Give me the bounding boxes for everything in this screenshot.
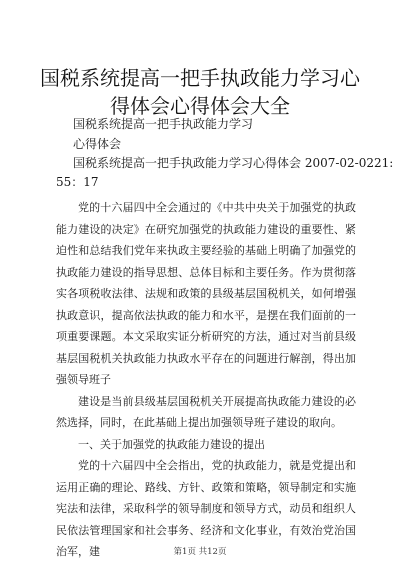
document-title: 国税系统提高一把手执政能力学习心得体会心得体会大全 [40, 66, 360, 118]
page-footer: 第1页 共12页 [173, 547, 227, 557]
body-paragraph: 党的十六届四中全会指出，党的执政能力，就是党提出和运用正确的理论、路线、方针、政策和策略，领导制定和实施宪法和法律，采取科学的领导制度和领导方式，动员和组织人民依法管理国家和社会事务、经济和文化事业，有效治党治国治军，建 [56, 459, 356, 558]
subtitle-line-1: 国税系统提高一把手执政能力学习 [73, 117, 254, 131]
body-paragraph: 建设是当前县级基层国税机关开展提高执政能力建设的必然选择，同时，在此基础上提出加强领导班子建设的取向。 [56, 394, 356, 429]
body-paragraph: 一、关于加强党的执政能力建设的提出 [78, 437, 265, 451]
body-paragraph: 党的十六届四中全会通过的《中共中央关于加强党的执政能力建设的决定》在研究加强党的执政能力建设的重要性、紧迫性和总结我们党年来执政主要经验的基础上明确了加强党的执政能力建设的指导思想、总体目标和主要任务。作为贯彻落实各项税收法律、法规和政策的县级基层国税机关，如何增强执政意识，提高依法执政的能力和水平，是摆在我们面前的一项重要课题。本文采取实证分析研究的方法，通过对当前县级基层国税机关执政能力执政水平存在的问题进行解剖，得出加强领导班子 [56, 201, 356, 386]
subtitle-line-4: 55：17 [56, 175, 99, 189]
document-body [56, 197, 356, 563]
subtitle-line-2: 心得体会 [73, 137, 122, 151]
subtitle-line-3: 国税系统提高一把手执政能力学习心得体会 2007-02-0221: [73, 156, 394, 170]
